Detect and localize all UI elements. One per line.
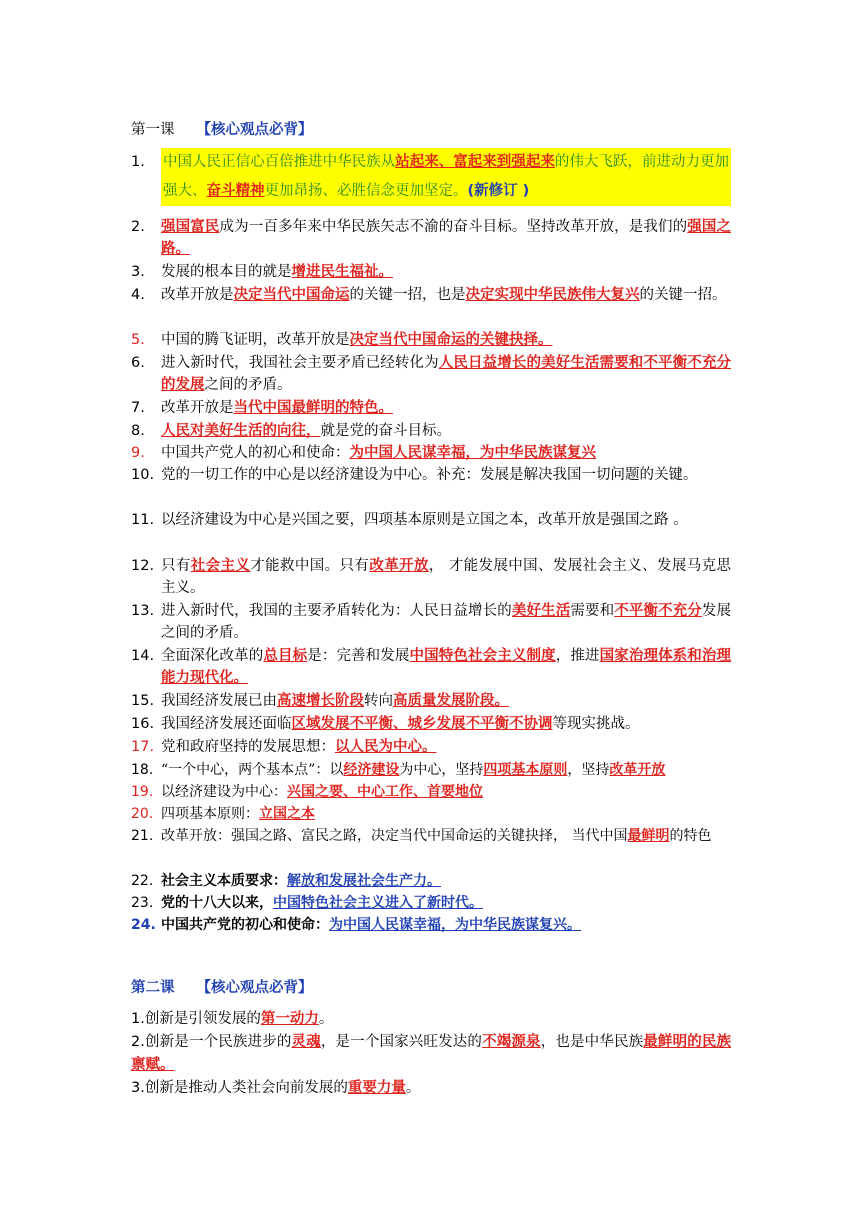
keyword: 区域发展不平衡、城乡发展不平衡不协调: [291, 716, 553, 732]
text: 我国经济发展还面临: [161, 716, 292, 732]
item-number: 2.: [131, 1034, 145, 1050]
item-text: [161, 646, 731, 690]
item-number: 24.: [131, 917, 156, 933]
keyword: 人民日益增长的美好生活需要和不平衡不充分的发展: [161, 355, 731, 393]
text: 我国经济发展已由: [161, 693, 277, 709]
item-number: 11.: [131, 512, 155, 528]
item-number: 14.: [131, 648, 155, 664]
lesson2-item-3: [131, 1077, 731, 1100]
text: 改革开放是: [161, 287, 234, 303]
item-text: [161, 330, 731, 352]
text: ，也是中华民族: [540, 1034, 644, 1050]
list-item-7: [131, 398, 731, 420]
item-text: [161, 353, 731, 397]
keyword: 高质量发展阶段。: [393, 693, 509, 709]
item-number: 5.: [131, 332, 145, 348]
text: 就是党的奋斗目标。: [320, 423, 451, 439]
text: ，是一个国家兴旺发达的: [320, 1034, 483, 1050]
list-item-5: [131, 330, 731, 352]
list-item-1: [131, 148, 731, 206]
text: 等现实挑战。: [552, 716, 640, 732]
item-number: 8.: [131, 423, 145, 439]
list-item-9: [131, 443, 731, 465]
list-item-11: [131, 510, 731, 532]
list-item-19: [131, 782, 731, 804]
list-item-14: [131, 646, 731, 690]
item-text: [161, 556, 731, 600]
item-number: 21.: [131, 828, 154, 844]
keyword: 增进民生福祉。: [291, 264, 393, 280]
item-number: 15.: [131, 693, 155, 709]
text: 的关键一招，也是: [349, 287, 466, 303]
text: 的伟大飞跃，前进动力更加强大、: [163, 154, 730, 199]
keyword: 不平衡不充分: [614, 603, 702, 619]
item-number: 12.: [131, 558, 155, 574]
list-item-23: [131, 893, 731, 915]
keyword: 人民对美好生活的向往，: [161, 423, 321, 439]
text: 进入新时代，我国的主要矛盾转化为：人民日益增长的: [161, 603, 512, 619]
item-number: 18.: [131, 762, 154, 778]
item-text: [161, 285, 731, 307]
keyword: 高速增长阶段: [277, 693, 364, 709]
item-number: 3.: [131, 1080, 145, 1096]
lesson1-title: 第一课: [131, 122, 175, 138]
keyword: 改革开放: [369, 558, 429, 574]
text: 中国共产党人的初心和使命：: [161, 445, 350, 461]
item-text: [161, 443, 731, 465]
list-item-17: [131, 737, 731, 759]
item-text: [161, 691, 731, 713]
keyword: 为中国人民谋幸福，为中华民族谋复兴。: [329, 917, 581, 933]
item-text: [161, 714, 731, 736]
list-item-4: [131, 285, 731, 307]
item-number: 2.: [131, 219, 145, 235]
text: 改革开放是: [161, 400, 234, 416]
item-number: 16.: [131, 716, 155, 732]
text: 改革开放：强国之路、富民之路，决定当代中国命运的关键抉择， 当代中国: [161, 828, 628, 844]
keyword: 奋斗精神: [206, 183, 265, 199]
text: 需要和: [570, 603, 615, 619]
list-item-3: [131, 262, 731, 284]
keyword: 最鲜明的民族禀赋。: [131, 1034, 732, 1073]
keyword: 强国富民: [161, 219, 220, 235]
list-item-16: [131, 714, 731, 736]
text: 党和政府坚持的发展思想：: [161, 739, 335, 755]
item-text: [161, 148, 731, 206]
item-number: 9.: [131, 445, 145, 461]
item-text: [161, 782, 731, 804]
item-text: [161, 871, 731, 893]
text: 创新是引领发展的: [144, 1011, 261, 1027]
text: 全面深化改革的: [161, 648, 264, 664]
text: 的特色: [669, 828, 712, 844]
keyword: 国家治理体系和治理能力现代化。: [161, 648, 732, 686]
item-number: 22.: [131, 873, 154, 889]
item-text: [161, 421, 731, 443]
list-item-20: [131, 804, 731, 826]
text: 。: [318, 1011, 334, 1027]
item-text: [161, 737, 731, 759]
keyword: 美好生活: [511, 603, 571, 619]
text: 发展的根本目的就是: [161, 264, 292, 280]
list-item-10: [131, 465, 731, 487]
list-item-22: [131, 871, 731, 893]
text: 以经济建设为中心：: [161, 784, 287, 800]
item-number: 3.: [131, 264, 145, 280]
item-number: 6.: [131, 355, 145, 371]
keyword: 立国之本: [259, 806, 315, 822]
keyword: 强国之路。: [161, 219, 732, 257]
keyword: 决定实现中华民族伟大复兴: [465, 287, 640, 303]
text: 中国人民正信心百倍推进中华民族从: [163, 154, 396, 170]
lesson2-item-1: [131, 1008, 731, 1031]
keyword: 第一动力: [260, 1011, 319, 1027]
item-number: 7.: [131, 400, 145, 416]
text: 的关键一招。: [639, 287, 727, 303]
text: 更加昂扬、必胜信念更加坚定。: [264, 183, 468, 199]
text: 中国共产党的初心和使命：: [161, 917, 329, 933]
lesson1-heading: [131, 118, 313, 139]
text: 是：完善和发展: [307, 648, 410, 664]
item-number: 19.: [131, 784, 154, 800]
item-number: 17.: [131, 739, 155, 755]
item-text: [161, 217, 731, 261]
item-text: [161, 398, 731, 420]
text: 成为一百多年来中华民族矢志不渝的奋斗目标。坚持改革开放，是我们的: [219, 219, 688, 235]
text: 只有: [161, 558, 191, 574]
list-item-8: [131, 421, 731, 443]
item-number: 1.: [131, 154, 145, 170]
item-number: 1.: [131, 1011, 145, 1027]
item-number: 4.: [131, 287, 145, 303]
keyword: 中国特色社会主义制度: [409, 648, 556, 664]
keyword: 站起来、富起来到强起来: [395, 154, 555, 170]
keyword: 兴国之要、中心工作、首要地位: [287, 784, 483, 800]
keyword: 总目标: [263, 648, 308, 664]
item-number: 13.: [131, 603, 155, 619]
text: 发展之间的矛盾。: [161, 603, 732, 641]
text: 创新是推动人类社会向前发展的: [144, 1080, 348, 1096]
item-text: [161, 804, 731, 826]
keyword: 灵魂: [291, 1034, 321, 1050]
text: 党的一切工作的中心是以经济建设为中心。补充：发展是解决我国一切问题的关键。: [161, 467, 698, 483]
item-text: [161, 510, 731, 532]
keyword: 解放和发展社会生产力。: [287, 873, 441, 889]
keyword: 经济建设: [343, 762, 400, 778]
lesson2-tag: 【核心观点必背】: [196, 980, 313, 996]
item-text: [161, 760, 731, 782]
lesson2-heading: [131, 976, 313, 997]
keyword: 不竭源泉: [482, 1034, 541, 1050]
keyword: 当代中国最鲜明的特色。: [233, 400, 393, 416]
text: ，推进: [555, 648, 600, 664]
keyword: 为中国人民谋幸福，为中华民族谋复兴: [349, 445, 596, 461]
item-text: [161, 826, 731, 848]
text: ，坚持: [567, 762, 610, 778]
list-item-6: [131, 353, 731, 397]
lesson1-tag: 【核心观点必背】: [196, 122, 313, 138]
keyword: 社会主义: [190, 558, 251, 574]
text: 为中心，坚持: [399, 762, 484, 778]
keyword: 以人民为中心。: [335, 739, 437, 755]
revision-note: (新修订 ): [467, 183, 530, 199]
keyword: 决定当代中国命运: [233, 287, 350, 303]
text: 中国的腾飞证明，改革开放是: [161, 332, 350, 348]
list-item-15: [131, 691, 731, 713]
lesson2-title: 第二课: [131, 980, 175, 996]
keyword: 最鲜明: [627, 828, 670, 844]
item-text: [161, 915, 731, 937]
text: 党的十八大以来，: [161, 895, 273, 911]
text: 进入新时代，我国社会主要矛盾已经转化为: [161, 355, 439, 371]
item-number: 20.: [131, 806, 154, 822]
item-text: [161, 893, 731, 915]
list-item-13: [131, 601, 731, 645]
text: 创新是一个民族进步的: [144, 1034, 292, 1050]
text: “一个中心，两个基本点”：以: [161, 762, 344, 778]
keyword: 决定当代中国命运的关键抉择。: [349, 332, 553, 348]
text: ， 才能发展中国、发展社会主义、发展马克思主义。: [161, 558, 732, 596]
list-item-21: [131, 826, 731, 848]
text: 以经济建设为中心是兴国之要，四项基本原则是立国之本，改革开放是强国之路 。: [161, 512, 688, 528]
list-item-12: [131, 556, 731, 600]
list-item-2: [131, 217, 731, 261]
text: 四项基本原则：: [161, 806, 259, 822]
item-text: [161, 465, 731, 487]
keyword: 中国特色社会主义进入了新时代。: [273, 895, 483, 911]
text: 才能救中国。只有: [250, 558, 370, 574]
item-number: 10.: [131, 467, 155, 483]
text: 社会主义本质要求：: [161, 873, 287, 889]
keyword: 改革开放: [609, 762, 666, 778]
item-text: [161, 262, 731, 284]
text: 转向: [364, 693, 393, 709]
keyword: 重要力量: [347, 1080, 406, 1096]
lesson2-item-2: [131, 1031, 731, 1077]
keyword: 四项基本原则: [483, 762, 568, 778]
list-item-24: [131, 915, 731, 937]
item-number: 23.: [131, 895, 154, 911]
text: 之间的矛盾。: [204, 376, 292, 393]
item-text: [161, 601, 731, 645]
list-item-18: [131, 760, 731, 782]
text: 。: [405, 1080, 421, 1096]
